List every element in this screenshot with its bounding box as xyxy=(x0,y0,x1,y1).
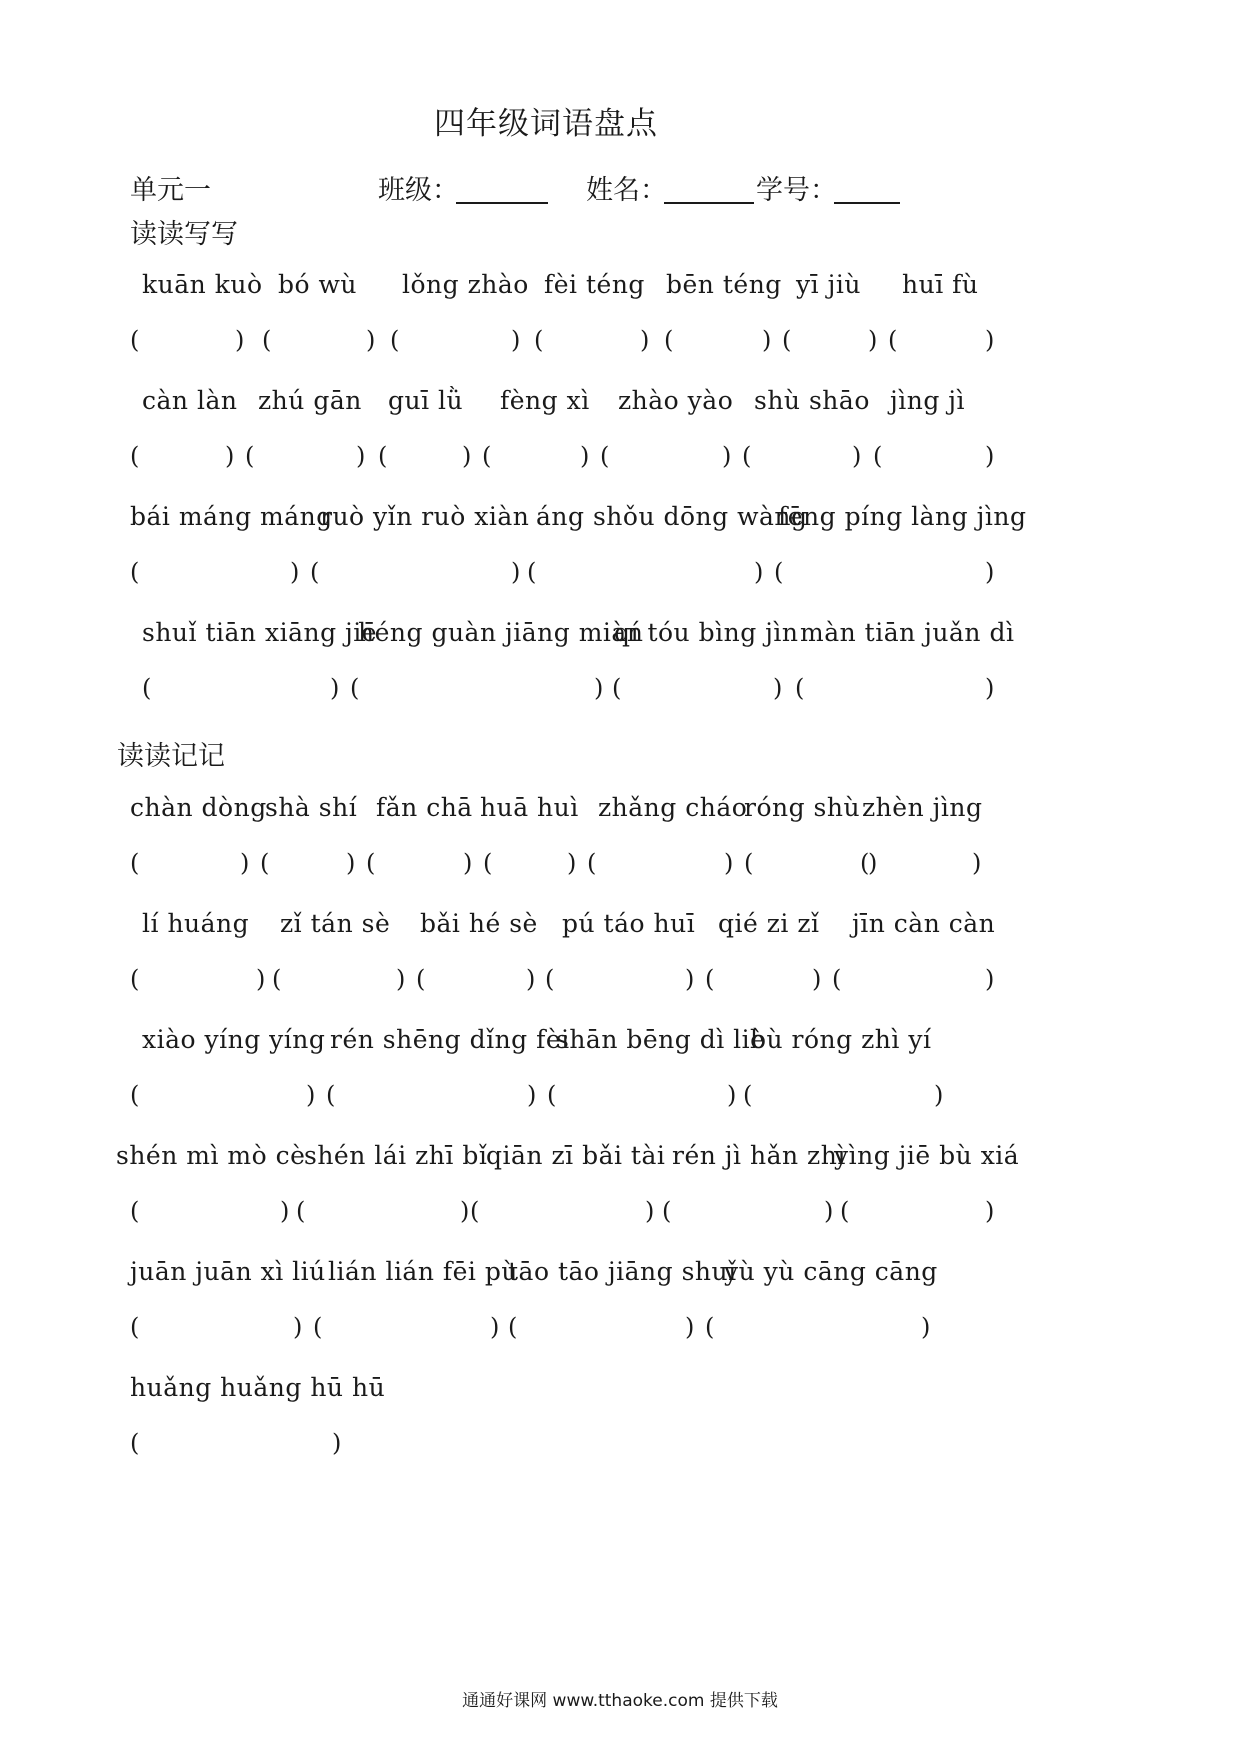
answer-bracket-open: ( xyxy=(782,326,792,354)
answer-bracket-open: ( xyxy=(130,965,140,993)
answer-blank[interactable] xyxy=(327,1313,486,1347)
pinyin-word: bái máng máng xyxy=(130,502,333,531)
pinyin-word: fēng píng làng jìng xyxy=(778,502,1027,531)
answer-bracket-open: ( xyxy=(296,1197,306,1225)
answer-bracket-open: ( xyxy=(470,1197,480,1225)
answer-blank[interactable] xyxy=(626,674,769,708)
answer-blank[interactable] xyxy=(144,1081,302,1115)
answer-blank[interactable] xyxy=(156,674,326,708)
answer-bracket-open: ( xyxy=(742,442,752,470)
answer-row xyxy=(0,849,1240,889)
answer-bracket-close: ) xyxy=(290,558,300,586)
answer-blank[interactable] xyxy=(902,326,981,360)
answer-bracket-close: ) xyxy=(280,1197,290,1225)
answer-bracket-close: ) xyxy=(685,1313,695,1341)
pinyin-word: rén shēng dǐng fèi xyxy=(330,1025,570,1054)
answer-bracket-open: ( xyxy=(130,1197,140,1225)
answer-row xyxy=(0,326,1240,366)
pinyin-word: bēn téng xyxy=(666,270,782,299)
pinyin-row xyxy=(0,618,1240,658)
answer-blank[interactable] xyxy=(601,849,720,883)
pinyin-word: jīn càn càn xyxy=(852,909,996,938)
pinyin-word: zhǎng cháo xyxy=(598,793,748,822)
answer-bracket-open: ( xyxy=(272,965,282,993)
answer-row xyxy=(0,1081,1240,1121)
answer-blank[interactable] xyxy=(719,1313,917,1347)
answer-blank[interactable] xyxy=(430,965,522,999)
answer-bracket-close: ) xyxy=(762,326,772,354)
answer-bracket-open: ( xyxy=(390,326,400,354)
pinyin-word: fèng xì xyxy=(500,386,590,415)
pinyin-word: chàn dòng xyxy=(130,793,267,822)
answer-bracket-close: ) xyxy=(685,965,695,993)
pinyin-row xyxy=(0,1373,1240,1413)
unit-label: 单元一 xyxy=(130,175,211,206)
pinyin-word: zhèn jìng xyxy=(862,793,983,822)
answer-bracket-close: ) xyxy=(240,849,250,877)
pinyin-word: huǎng huǎng hū hū xyxy=(130,1373,386,1402)
pinyin-word: rén jì hǎn zhì xyxy=(672,1141,846,1170)
answer-bracket-open: ( xyxy=(612,674,622,702)
pinyin-row xyxy=(0,909,1240,949)
answer-bracket-close: ) xyxy=(852,442,862,470)
answer-blank[interactable] xyxy=(758,849,864,883)
answer-row xyxy=(0,1429,1240,1469)
answer-bracket-open: ( xyxy=(508,1313,518,1341)
answer-bracket-open: ( xyxy=(860,849,870,877)
pinyin-word: bù róng zhì yí xyxy=(750,1025,932,1054)
answer-blank[interactable] xyxy=(522,1313,681,1347)
answer-bracket-close: ) xyxy=(462,442,472,470)
answer-blank[interactable] xyxy=(286,965,392,999)
answer-row xyxy=(0,442,1240,482)
pinyin-row xyxy=(0,1257,1240,1297)
pinyin-word: yī jiù xyxy=(796,270,861,299)
answer-bracket-open: ( xyxy=(310,558,320,586)
pinyin-word: huā huì xyxy=(480,793,579,822)
answer-bracket-open: ( xyxy=(142,674,152,702)
pinyin-word: pú táo huī xyxy=(562,909,696,938)
answer-bracket-open: ( xyxy=(130,442,140,470)
pinyin-word: shān bēng dì liè xyxy=(556,1025,766,1054)
answer-blank[interactable] xyxy=(324,558,507,592)
answer-bracket-open: ( xyxy=(366,849,376,877)
answer-row xyxy=(0,558,1240,598)
answer-blank[interactable] xyxy=(144,558,286,592)
answer-blank[interactable] xyxy=(496,442,576,476)
answer-blank[interactable] xyxy=(259,442,352,476)
answer-bracket-open: ( xyxy=(545,965,555,993)
answer-blank[interactable] xyxy=(788,558,981,592)
name-blank[interactable] xyxy=(664,202,754,204)
answer-bracket-open: ( xyxy=(130,849,140,877)
pinyin-word: tāo tāo jiāng shuǐ xyxy=(508,1257,737,1286)
answer-blank[interactable] xyxy=(144,1313,289,1347)
class-label: 班级： xyxy=(378,175,459,206)
answer-bracket-open: ( xyxy=(664,326,674,354)
pinyin-word: lián lián fēi pù xyxy=(328,1257,518,1286)
pinyin-word: jìng jì xyxy=(890,386,966,415)
answer-blank[interactable] xyxy=(809,674,981,708)
answer-blank[interactable] xyxy=(144,1429,328,1463)
answer-bracket-close: ) xyxy=(366,326,376,354)
answer-bracket-close: ) xyxy=(921,1313,931,1341)
answer-bracket-open: ( xyxy=(245,442,255,470)
answer-bracket-close: ) xyxy=(722,442,732,470)
pinyin-word: qiān zī bǎi tài xyxy=(486,1141,666,1170)
answer-blank[interactable] xyxy=(678,326,758,360)
answer-bracket-open: ( xyxy=(534,326,544,354)
pinyin-row xyxy=(0,270,1240,310)
answer-row xyxy=(0,1313,1240,1353)
answer-blank[interactable] xyxy=(380,849,459,883)
answer-blank[interactable] xyxy=(276,326,362,360)
answer-blank[interactable] xyxy=(719,965,808,999)
pinyin-word: shuǐ tiān xiāng jiē xyxy=(142,618,378,647)
answer-bracket-open: ( xyxy=(547,1081,557,1109)
answer-bracket-close: ) xyxy=(511,558,521,586)
pinyin-word: lǒng zhào xyxy=(402,270,529,299)
pinyin-word: róng shù xyxy=(744,793,861,822)
pinyin-word: càn làn xyxy=(142,386,238,415)
answer-bracket-close: ) xyxy=(346,849,356,877)
answer-bracket-close: ) xyxy=(727,1081,737,1109)
answer-bracket-open: ( xyxy=(130,558,140,586)
pinyin-word: bó wù xyxy=(278,270,358,299)
pinyin-word: shà shí xyxy=(265,793,358,822)
answer-bracket-open: ( xyxy=(378,442,388,470)
answer-bracket-close: ) xyxy=(463,849,473,877)
pinyin-word: fèi téng xyxy=(544,270,645,299)
answer-bracket-close: ) xyxy=(985,965,995,993)
answer-bracket-close: ) xyxy=(972,849,982,877)
pinyin-word: ruò yǐn ruò xiàn xyxy=(320,502,530,531)
answer-bracket-close: ) xyxy=(490,1313,500,1341)
answer-bracket-close: ) xyxy=(868,326,878,354)
page-title: 四年级词语盘点 xyxy=(434,106,658,142)
answer-bracket-close: ) xyxy=(256,965,266,993)
student-id-blank[interactable] xyxy=(834,202,900,204)
answer-bracket-open: ( xyxy=(483,849,493,877)
answer-blank[interactable] xyxy=(404,326,507,360)
answer-blank[interactable] xyxy=(274,849,342,883)
answer-bracket-open: ( xyxy=(130,1429,140,1457)
answer-row xyxy=(0,1197,1240,1237)
answer-bracket-close: ) xyxy=(985,442,995,470)
pinyin-word: yù yù cāng cāng xyxy=(724,1257,938,1286)
answer-blank[interactable] xyxy=(144,1197,276,1231)
answer-bracket-open: ( xyxy=(527,558,537,586)
pinyin-row xyxy=(0,1141,1240,1181)
answer-bracket-open: ( xyxy=(705,1313,715,1341)
answer-blank[interactable] xyxy=(144,442,221,476)
answer-bracket-open: ( xyxy=(705,965,715,993)
answer-bracket-close: ) xyxy=(985,674,995,702)
pinyin-row xyxy=(0,1025,1240,1065)
answer-bracket-open: ( xyxy=(130,326,140,354)
pinyin-word: shén mì mò cè xyxy=(116,1141,306,1170)
answer-bracket-open: ( xyxy=(743,1081,753,1109)
answer-bracket-open: ( xyxy=(774,558,784,586)
answer-bracket-close: ) xyxy=(293,1313,303,1341)
pinyin-word: bǎi hé sè xyxy=(420,909,538,938)
answer-bracket-open: ( xyxy=(888,326,898,354)
answer-bracket-close: ) xyxy=(330,674,340,702)
answer-bracket-close: ) xyxy=(225,442,235,470)
answer-bracket-close: ) xyxy=(985,1197,995,1225)
answer-blank[interactable] xyxy=(614,442,718,476)
answer-bracket-open: ( xyxy=(262,326,272,354)
answer-bracket-open: ( xyxy=(600,442,610,470)
answer-bracket-close: ) xyxy=(724,849,734,877)
answer-row xyxy=(0,965,1240,1005)
section-heading-read-remember: 读读记记 xyxy=(117,741,225,772)
pinyin-word: guī lǜ xyxy=(388,386,464,415)
answer-blank[interactable] xyxy=(874,849,968,883)
answer-bracket-close: ) xyxy=(526,965,536,993)
answer-blank[interactable] xyxy=(310,1197,456,1231)
answer-bracket-close: ) xyxy=(754,558,764,586)
answer-bracket-close: ) xyxy=(934,1081,944,1109)
answer-blank[interactable] xyxy=(484,1197,641,1231)
pinyin-word: huī fù xyxy=(902,270,979,299)
pinyin-word: fǎn chā xyxy=(376,793,473,822)
answer-bracket-open: ( xyxy=(313,1313,323,1341)
answer-blank[interactable] xyxy=(561,1081,723,1115)
student-id-label: 学号： xyxy=(756,175,837,206)
answer-bracket-close: ) xyxy=(985,558,995,586)
answer-bracket-close: ) xyxy=(460,1197,470,1225)
answer-blank[interactable] xyxy=(144,326,231,360)
answer-blank[interactable] xyxy=(676,1197,820,1231)
answer-bracket-open: ( xyxy=(795,674,805,702)
answer-bracket-open: ( xyxy=(744,849,754,877)
pinyin-word: juān juān xì liú xyxy=(130,1257,326,1286)
pinyin-word: zhào yào xyxy=(618,386,734,415)
answer-bracket-close: ) xyxy=(594,674,604,702)
answer-blank[interactable] xyxy=(846,965,981,999)
pinyin-row xyxy=(0,793,1240,833)
answer-bracket-close: ) xyxy=(868,849,878,877)
answer-bracket-open: ( xyxy=(326,1081,336,1109)
answer-bracket-close: ) xyxy=(235,326,245,354)
answer-bracket-close: ) xyxy=(356,442,366,470)
answer-bracket-open: ( xyxy=(840,1197,850,1225)
answer-bracket-open: ( xyxy=(873,442,883,470)
answer-blank[interactable] xyxy=(757,1081,930,1115)
pinyin-row xyxy=(0,502,1240,542)
answer-bracket-close: ) xyxy=(640,326,650,354)
answer-row xyxy=(0,674,1240,714)
answer-blank[interactable] xyxy=(364,674,590,708)
answer-bracket-open: ( xyxy=(832,965,842,993)
pinyin-word: qí tóu bìng jìn xyxy=(614,618,799,647)
answer-bracket-open: ( xyxy=(350,674,360,702)
answer-blank[interactable] xyxy=(796,326,864,360)
pinyin-row xyxy=(0,386,1240,426)
answer-bracket-open: ( xyxy=(587,849,597,877)
answer-bracket-close: ) xyxy=(396,965,406,993)
answer-bracket-open: ( xyxy=(130,1313,140,1341)
answer-blank[interactable] xyxy=(392,442,458,476)
pinyin-word: héng guàn jiāng miàn xyxy=(358,618,644,647)
footer-credit: 通通好课网 www.tthaoke.com 提供下载 xyxy=(462,1691,778,1711)
answer-bracket-close: ) xyxy=(306,1081,316,1109)
class-blank[interactable] xyxy=(456,202,548,204)
answer-bracket-close: ) xyxy=(773,674,783,702)
answer-blank[interactable] xyxy=(497,849,563,883)
answer-bracket-open: ( xyxy=(130,1081,140,1109)
answer-bracket-close: ) xyxy=(645,1197,655,1225)
answer-bracket-close: ) xyxy=(511,326,521,354)
pinyin-word: zǐ tán sè xyxy=(280,909,391,938)
answer-blank[interactable] xyxy=(541,558,750,592)
answer-bracket-open: ( xyxy=(416,965,426,993)
answer-blank[interactable] xyxy=(887,442,981,476)
pinyin-word: xiào yíng yíng xyxy=(142,1025,326,1054)
pinyin-word: kuān kuò xyxy=(142,270,263,299)
section-heading-read-write: 读读写写 xyxy=(130,219,238,250)
pinyin-word: lí huáng xyxy=(142,909,250,938)
answer-blank[interactable] xyxy=(756,442,848,476)
answer-blank[interactable] xyxy=(340,1081,523,1115)
answer-bracket-close: ) xyxy=(824,1197,834,1225)
pinyin-word: màn tiān juǎn dì xyxy=(800,618,1015,647)
answer-blank[interactable] xyxy=(144,965,252,999)
answer-bracket-open: ( xyxy=(482,442,492,470)
answer-blank[interactable] xyxy=(854,1197,981,1231)
answer-bracket-close: ) xyxy=(332,1429,342,1457)
pinyin-word: qié zi zǐ xyxy=(718,909,820,938)
name-label: 姓名： xyxy=(586,175,667,206)
answer-bracket-close: ) xyxy=(567,849,577,877)
answer-bracket-close: ) xyxy=(985,326,995,354)
answer-bracket-close: ) xyxy=(580,442,590,470)
answer-bracket-close: ) xyxy=(812,965,822,993)
answer-blank[interactable] xyxy=(559,965,681,999)
answer-bracket-open: ( xyxy=(662,1197,672,1225)
pinyin-word: shén lái zhī bǐ xyxy=(304,1141,488,1170)
pinyin-word: áng shǒu dōng wàng xyxy=(536,502,808,531)
answer-bracket-open: ( xyxy=(260,849,270,877)
pinyin-word: zhú gān xyxy=(258,386,362,415)
pinyin-word: shù shāo xyxy=(754,386,870,415)
answer-blank[interactable] xyxy=(144,849,236,883)
answer-blank[interactable] xyxy=(548,326,636,360)
answer-bracket-close: ) xyxy=(527,1081,537,1109)
pinyin-word: yìng jiē bù xiá xyxy=(834,1141,1020,1170)
